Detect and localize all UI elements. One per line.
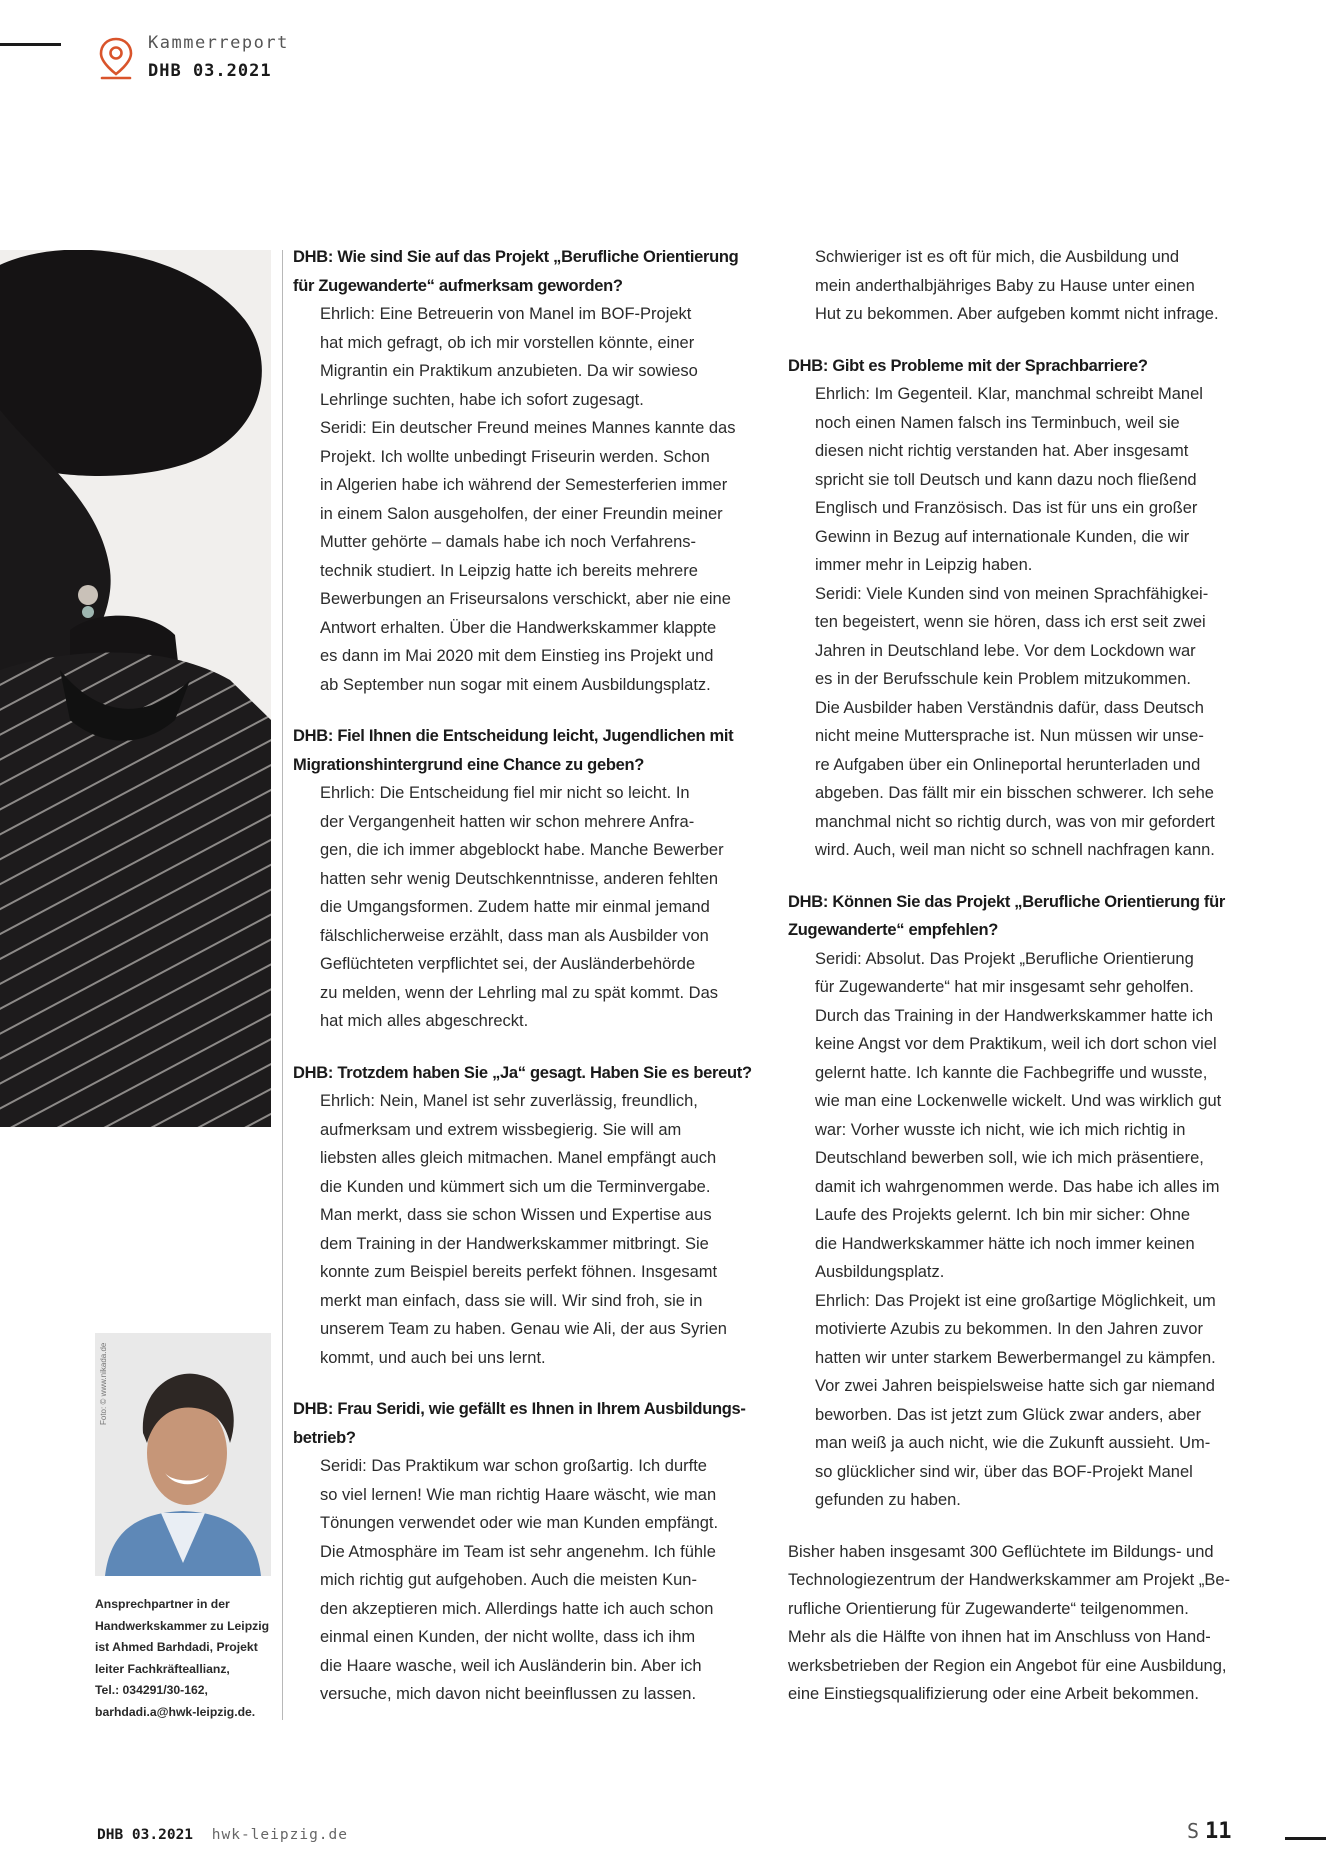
text-line: Seridi: Absolut. Das Projekt „Berufliche Orientierung — [815, 949, 1194, 968]
text-line: DHB: Wie sind Sie auf das Projekt „Berufliche Orientierung — [293, 248, 739, 266]
text-line: damit ich wahrgenommen werde. Das habe ich alles im — [815, 1177, 1220, 1196]
text-line: Jahren in Deutschland lebe. Vor dem Lockdown war — [815, 641, 1196, 660]
portrait-photo-seridi — [0, 250, 271, 1127]
text-line: Deutschland bewerben soll, wie ich mich präsentiere, — [815, 1149, 1204, 1167]
text-line: gen, die ich immer abgeblockt habe. Manche Bewerber — [320, 841, 724, 859]
text-line: Lehrlinge suchten, habe ich sofort zugesagt. — [320, 390, 644, 409]
photo-credit: Foto: © www.nikada.de — [99, 1342, 108, 1425]
text-line: versuche, mich davon nicht beeinflussen zu lassen. — [320, 1685, 697, 1703]
text-line: Seridi: Ein deutscher Freund meines Mannes kannte das — [320, 419, 736, 437]
text-line: Laufe des Projekts gelernt. Ich bin mir sicher: Ohne — [815, 1206, 1191, 1224]
text-line: Die Atmosphäre im Team ist sehr angenehm. Ich fühle — [320, 1542, 716, 1561]
text-line: hat mich alles abgeschreckt. — [320, 1012, 529, 1030]
text-line: spricht sie toll Deutsch und kann dazu noch fließend — [815, 470, 1197, 489]
text-line: technik studiert. In Leipzig hatte ich bereits mehrere — [320, 561, 698, 580]
text-line: Seridi: Das Praktikum war schon großartig. Ich durfte — [320, 1457, 707, 1475]
answer-4 — [293, 1452, 768, 1709]
text-line: so glücklicher sind wir, über das BOF-Projekt Manel — [815, 1462, 1193, 1481]
issue-label: DHB 03.2021 — [148, 61, 272, 81]
text-line: Projekt. Ich wollte unbedingt Friseurin werden. Schon — [320, 447, 710, 466]
page-number — [1187, 1819, 1232, 1844]
text-line: es in der Berufsschule kein Problem mitzukommen. — [815, 670, 1191, 688]
text-line: war: Vorher wusste ich nicht, wie ich mich richtig in — [815, 1120, 1186, 1139]
text-line: in Algerien habe ich während der Semesterferien immer — [320, 476, 728, 494]
text-line: die Handwerkskammer hätte ich noch immer keinen — [815, 1234, 1195, 1253]
text-line: konnte zum Beispiel bereits perfekt föhnen. Insgesamt — [320, 1263, 718, 1281]
text-line: rufliche Orientierung für Zugewanderte“ teilgenommen. — [788, 1599, 1189, 1618]
text-line: Migrationshintergrund eine Chance zu geben? — [293, 755, 645, 774]
text-line: man weiß ja auch nicht, wie die Zukunft aussieht. Um- — [815, 1434, 1211, 1452]
portrait-illustration — [0, 250, 271, 1127]
text-line: motivierte Azubis zu bekommen. In den Jahren zuvor — [815, 1320, 1203, 1338]
question-6 — [788, 888, 1266, 945]
text-line: Mutter gehörte – damals habe ich noch Verfahrens- — [320, 533, 697, 551]
text-line: werksbetrieben der Region ein Angebot für eine Ausbildung, — [788, 1656, 1227, 1675]
text-line: in einem Salon ausgeholfen, der einer Freundin meiner — [320, 504, 723, 523]
text-line: aufmerksam und extrem wissbegierig. Sie will am — [320, 1120, 682, 1139]
text-line: Ehrlich: Die Entscheidung fiel mir nicht so leicht. In — [320, 784, 690, 802]
photo-caption: Ansprechpartner in der Handwerkskammer zu Leipzig ist Ahmed Barhdadi, Projekt leiter Fachkräfteallianz, Tel.: 034291/30-162, barhdadi.a@hwk-leipzig.de. — [95, 1597, 270, 1719]
text-line: merkt man einfach, dass sie will. Wir sind froh, sie in — [320, 1291, 703, 1310]
text-line: ten begeistert, wenn sie hören, dass ich erst seit zwei — [815, 613, 1206, 631]
text-line: keine Angst vor dem Praktikum, weil ich dort schon viel — [815, 1035, 1217, 1053]
text-line: noch einen Namen falsch ins Terminbuch, weil sie — [815, 413, 1180, 432]
footer-rule-right — [1285, 1837, 1326, 1840]
text-line: betrieb? — [293, 1428, 356, 1447]
text-line: liebsten alles gleich mitmachen. Manel empfängt auch — [320, 1149, 717, 1167]
footer-issue: DHB 03.2021 — [97, 1827, 194, 1843]
text-line: ab September nun sogar mit einem Ausbildungsplatz. — [320, 675, 711, 694]
text-line: der Vergangenheit hatten wir schon mehrere Anfra- — [320, 812, 695, 831]
text-line: Ehrlich: Nein, Manel ist sehr zuverlässig, freundlich, — [320, 1092, 698, 1110]
text-line: unserem Team zu haben. Genau wie Ali, der aus Syrien — [320, 1320, 727, 1338]
answer-6 — [788, 945, 1266, 1515]
text-line: hat mich gefragt, ob ich mir vorstellen könnte, einer — [320, 333, 695, 352]
text-line: die Kunden und kümmert sich um die Terminvergabe. — [320, 1177, 711, 1196]
page-prefix: S — [1187, 1819, 1200, 1843]
column-divider — [282, 250, 283, 1720]
closing-paragraph — [788, 1538, 1266, 1709]
text-line: den akzeptieren mich. Allerdings hatte ich auch schon — [320, 1599, 714, 1618]
question-5 — [788, 352, 1266, 381]
text-line: Antwort erhalten. Über die Handwerkskammer klappte — [320, 618, 717, 637]
page-number-value: 11 — [1205, 1819, 1232, 1844]
answer-2 — [293, 779, 768, 1036]
text-line: wie man eine Lockenwelle wickelt. Und was wirklich gut — [815, 1092, 1222, 1110]
text-line: Gewinn in Bezug auf internationale Kunden, die wir — [815, 527, 1190, 546]
contact-portrait-illustration — [95, 1333, 271, 1576]
text-line: fälschlicherweise erzählt, dass man als Ausbilder von — [320, 926, 709, 945]
text-line: Technologiezentrum der Handwerkskammer am Projekt „Be- — [788, 1571, 1231, 1589]
text-line: DHB: Trotzdem haben Sie „Ja“ gesagt. Haben Sie es bereut? — [293, 1063, 752, 1082]
question-3 — [293, 1059, 768, 1088]
text-line: zu melden, wenn der Lehrling mal zu spät kommt. Das — [320, 983, 719, 1002]
text-line: DHB: Können Sie das Projekt „Berufliche Orientierung für — [788, 892, 1226, 911]
text-line: Geflüchteten verpflichtet sei, der Ausländerbehörde — [320, 955, 696, 973]
text-line: DHB: Frau Seridi, wie gefällt es Ihnen in Ihrem Ausbildungs- — [293, 1400, 746, 1418]
text-line: Schwieriger ist es oft für mich, die Ausbildung und — [815, 248, 1180, 266]
answer-3 — [293, 1087, 768, 1372]
contact-photo-barhdadi — [95, 1333, 271, 1576]
text-line: die Haare wasche, weil ich Ausländerin bin. Aber ich — [320, 1656, 702, 1675]
question-1 — [293, 243, 768, 300]
text-line: hatten sehr wenig Deutschkenntnisse, anderen fehlten — [320, 869, 719, 888]
text-line: so viel lernen! Wie man richtig Haare wäscht, wie man — [320, 1485, 717, 1504]
text-line: abgeben. Das fällt mir ein bisschen schwerer. Ich sehe — [815, 784, 1214, 802]
answer-4-continued — [788, 243, 1266, 329]
text-line: Mehr als die Hälfte von ihnen hat im Anschluss von Hand- — [788, 1628, 1211, 1646]
text-line: Englisch und Französisch. Das ist für uns ein großer — [815, 499, 1198, 517]
footer-left — [97, 1827, 348, 1843]
header-rule-left — [0, 43, 61, 46]
text-line: DHB: Gibt es Probleme mit der Sprachbarriere? — [788, 356, 1148, 375]
text-line: Bisher haben insgesamt 300 Geflüchtete im Bildungs- und — [788, 1542, 1214, 1561]
section-label: Kammerreport — [148, 33, 289, 53]
text-line: Vor zwei Jahren beispielsweise hatte sich gar niemand — [815, 1377, 1215, 1395]
text-line: beworben. Das ist jetzt zum Glück zwar anders, aber — [815, 1405, 1202, 1424]
text-line: Man merkt, dass sie schon Wissen und Expertise aus — [320, 1206, 712, 1224]
text-line: DHB: Fiel Ihnen die Entscheidung leicht, Jugendlichen mit — [293, 727, 734, 745]
text-line: Bewerbungen an Friseursalons verschickt, aber nie eine — [320, 590, 731, 608]
text-line: wird. Auch, weil man nicht so schnell nachfragen kann. — [815, 841, 1215, 859]
interview-column-left — [293, 243, 768, 1709]
text-line: einmal einen Kunden, der nicht wollte, dass ich ihm — [320, 1628, 696, 1646]
question-2 — [293, 722, 768, 779]
text-line: Hut zu bekommen. Aber aufgeben kommt nicht infrage. — [815, 305, 1219, 323]
text-line: re Aufgaben über ein Onlineportal herunterladen und — [815, 755, 1201, 774]
text-line: nicht meine Muttersprache ist. Nun müssen wir unse- — [815, 727, 1204, 745]
text-line: mein anderthalbjähriges Baby zu Hause unter einen — [815, 276, 1195, 295]
text-line: Zugewanderte“ empfehlen? — [788, 921, 999, 939]
text-line: gefunden zu haben. — [815, 1491, 961, 1509]
text-line: dem Training in der Handwerkskammer mitbringt. Sie — [320, 1234, 709, 1253]
text-line: eine Einstiegsqualifizierung oder eine Arbeit bekommen. — [788, 1685, 1199, 1703]
text-line: für Zugewanderte“ hat mir insgesamt sehr geholfen. — [815, 978, 1194, 996]
text-line: Ehrlich: Eine Betreuerin von Manel im BOF-Projekt — [320, 305, 692, 323]
text-line: Durch das Training in der Handwerkskammer hatte ich — [815, 1006, 1214, 1025]
location-pin-icon — [96, 36, 136, 82]
text-line: für Zugewanderte“ aufmerksam geworden? — [293, 276, 623, 295]
text-line: Ehrlich: Das Projekt ist eine großartige Möglichkeit, um — [815, 1291, 1216, 1310]
text-line: Ausbildungsplatz. — [815, 1263, 945, 1281]
interview-column-right — [788, 243, 1266, 1709]
text-line: Migrantin ein Praktikum anzubieten. Da wir sowieso — [320, 362, 698, 380]
question-4 — [293, 1395, 768, 1452]
text-line: diesen nicht richtig verstanden hat. Aber insgesamt — [815, 442, 1189, 460]
text-line: die Umgangsformen. Zudem hatte mir einmal jemand — [320, 898, 710, 916]
text-line: Tönungen verwendet oder wie man Kunden empfängt. — [320, 1514, 719, 1532]
answer-5 — [788, 380, 1266, 865]
text-line: Ehrlich: Im Gegenteil. Klar, manchmal schreibt Manel — [815, 385, 1203, 403]
text-line: gelernt hatte. Ich kannte die Fachbegriffe und wusste, — [815, 1063, 1208, 1082]
text-line: Die Ausbilder haben Verständnis dafür, dass Deutsch — [815, 698, 1204, 717]
text-line: mich richtig gut aufgehoben. Auch die meisten Kun- — [320, 1571, 697, 1589]
text-line: immer mehr in Leipzig haben. — [815, 556, 1033, 574]
footer-url[interactable]: hwk-leipzig.de — [211, 1827, 348, 1843]
text-line: hatten wir unter starkem Bewerbermangel zu kämpfen. — [815, 1348, 1216, 1367]
text-line: manchmal nicht so richtig durch, was von mir gefordert — [815, 812, 1215, 831]
answer-1 — [293, 300, 768, 699]
text-line: es dann im Mai 2020 mit dem Einstieg ins Projekt und — [320, 647, 714, 665]
text-line: kommt, und auch bei uns lernt. — [320, 1348, 546, 1367]
text-line: Seridi: Viele Kunden sind von meinen Sprachfähigkei- — [815, 584, 1209, 603]
